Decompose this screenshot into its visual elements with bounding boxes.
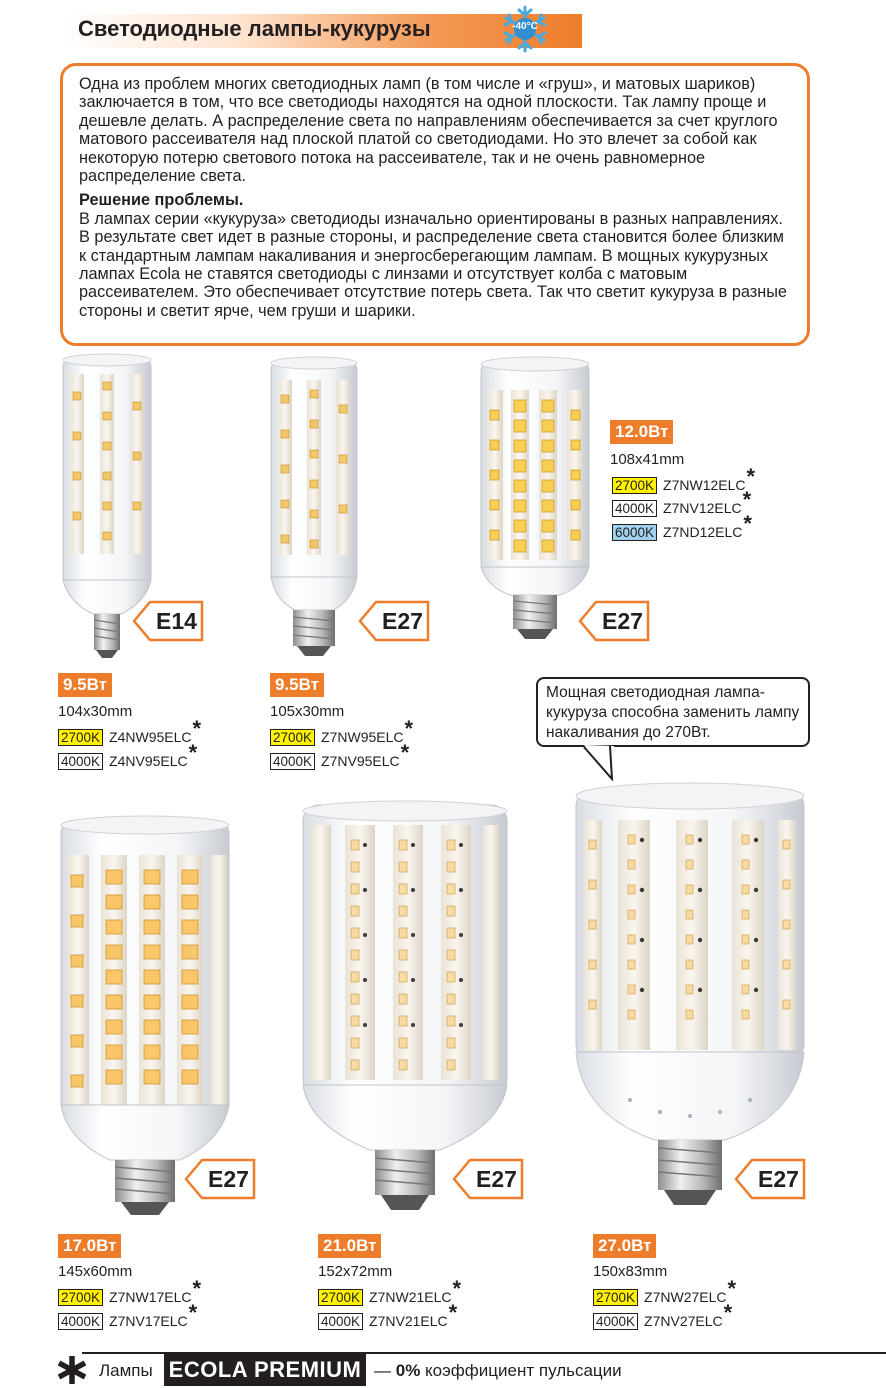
temp-tag: 4000K xyxy=(58,753,103,770)
premium-star: * xyxy=(746,464,756,489)
power-badge: 9.5Вт xyxy=(58,673,112,697)
model-code: Z7NV95ELC xyxy=(321,753,400,769)
model-row xyxy=(270,716,414,745)
model-row xyxy=(593,1300,733,1329)
temperature-badge: -40°C xyxy=(512,21,538,32)
power-badge: 27.0Вт xyxy=(593,1234,656,1258)
footer-percent: 0% xyxy=(395,1361,421,1380)
temp-tag: 4000K xyxy=(270,753,315,770)
dimensions: 108x41mm xyxy=(610,451,685,468)
socket-label: E27 xyxy=(208,1166,249,1192)
dimensions: 152x72mm xyxy=(318,1263,393,1280)
model-row xyxy=(612,487,752,516)
premium-star: * xyxy=(188,1300,198,1325)
intro-paragraph-2: В лампах серии «кукуруза» светодиоды изначально ориентированы в разных направлениях. В результате свет идет в разные стороны, и распределение света становится более близким к стандартным лампам накаливания и энергосберегающим лампам. В мощных кукурузных лампах Ecola не ставятся светодиоды с линзами и отсутствует колба с матовым рассеивателем. Это обеспечивает отсутствие потерь света. Так что светит кукуруза в разные стороны и светит ярче, чем груши и шарики. xyxy=(79,209,787,320)
dimensions: 104x30mm xyxy=(58,703,133,720)
premium-star: * xyxy=(743,511,752,536)
power-badge: 12.0Вт xyxy=(610,420,673,444)
model-row xyxy=(612,511,752,540)
callout-text: Мощная светодиодная лампа-кукуруза способна заменить лампу накаливания до 270Вт. xyxy=(546,684,800,741)
dimensions: 105x30mm xyxy=(270,703,345,720)
intro-box xyxy=(60,63,810,346)
model-code: Z4NW95ELC xyxy=(109,729,192,745)
temp-tag: 2700K xyxy=(612,477,657,494)
temp-tag: 2700K xyxy=(593,1289,638,1306)
model-code: Z7NV21ELC xyxy=(369,1313,448,1329)
model-row xyxy=(58,740,198,769)
socket-badge xyxy=(184,1158,256,1200)
temp-tag: 4000K xyxy=(593,1313,638,1330)
premium-star: * xyxy=(188,740,198,765)
power-badge: 9.5Вт xyxy=(270,673,324,697)
socket-label: E27 xyxy=(382,608,423,634)
premium-star: * xyxy=(727,1276,737,1301)
power-badge: 21.0Вт xyxy=(318,1234,381,1258)
lamp-image-27w xyxy=(570,780,810,1220)
model-code: Z7NV17ELC xyxy=(109,1313,188,1329)
footer-note xyxy=(374,1361,622,1381)
temp-tag: 4000K xyxy=(58,1313,103,1330)
model-row xyxy=(58,716,202,745)
temp-tag: 4000K xyxy=(612,500,657,517)
model-row xyxy=(270,740,410,769)
power-badge: 17.0Вт xyxy=(58,1234,121,1258)
temp-tag: 2700K xyxy=(58,1289,103,1306)
socket-badge xyxy=(132,600,204,642)
model-code: Z7NW12ELC xyxy=(663,477,746,493)
footer-prefix: Лампы xyxy=(99,1361,153,1380)
model-row xyxy=(318,1276,462,1305)
temp-tag: 6000K xyxy=(612,524,657,541)
socket-label: E27 xyxy=(602,608,643,634)
model-code: Z7NV27ELC xyxy=(644,1313,723,1329)
model-row xyxy=(612,464,756,493)
intro-paragraph: Одна из проблем многих светодиодных ламп (в том числе и «груш», и матовых шариков) заключается в том, что все светодиоды находятся на одной плоскости. Так лампу проще и дешевле делать. А распределение света по направлениям обеспечивается за счет круглого матового рассеивателя над плоской платой со светодиодами. Но это влечет за собой как некоторую потерю светового потока на рассеивателе, так и не очень равномерное распределение света. xyxy=(79,75,778,186)
premium-star: * xyxy=(452,1276,462,1301)
socket-label: E27 xyxy=(476,1166,517,1192)
lamp-image-e27-medium xyxy=(475,355,595,645)
page-title: Светодиодные лампы-кукурузы xyxy=(78,16,431,41)
premium-star: * xyxy=(742,487,752,512)
socket-badge xyxy=(734,1158,806,1200)
premium-star: * xyxy=(192,1276,202,1301)
dimensions: 145x60mm xyxy=(58,1263,133,1280)
model-code: Z7NW17ELC xyxy=(109,1289,192,1305)
temp-tag: 4000K xyxy=(318,1313,363,1330)
lamp-image-21w xyxy=(295,800,515,1220)
premium-star: * xyxy=(404,716,414,741)
callout-pointer xyxy=(580,745,620,781)
temp-tag: 2700K xyxy=(318,1289,363,1306)
premium-star: * xyxy=(192,716,202,741)
model-row xyxy=(58,1276,202,1305)
socket-label: E14 xyxy=(156,608,197,634)
model-row xyxy=(318,1300,458,1329)
model-row xyxy=(58,1300,198,1329)
brand-badge: ECOLA PREMIUM xyxy=(164,1354,366,1386)
model-code: Z7ND12ELC xyxy=(663,524,743,540)
footer-dash: — xyxy=(374,1361,391,1380)
model-code: Z4NV95ELC xyxy=(109,753,188,769)
model-code: Z7NV12ELC xyxy=(663,500,742,516)
dimensions: 150x83mm xyxy=(593,1263,668,1280)
model-code: Z7NW27ELC xyxy=(644,1289,727,1305)
model-code: Z7NW95ELC xyxy=(321,729,404,745)
model-code: Z7NW21ELC xyxy=(369,1289,452,1305)
premium-star: * xyxy=(448,1300,458,1325)
temp-tag: 2700K xyxy=(58,729,103,746)
socket-badge xyxy=(578,600,650,642)
socket-badge xyxy=(358,600,430,642)
footer-suffix: коэффициент пульсации xyxy=(425,1361,622,1380)
temp-tag: 2700K xyxy=(270,729,315,746)
socket-badge xyxy=(452,1158,524,1200)
intro-subheading: Решение проблемы. xyxy=(79,191,244,210)
lamp-image-e27-small xyxy=(265,355,365,660)
asterisk-icon xyxy=(55,1354,89,1386)
premium-star: * xyxy=(723,1300,733,1325)
socket-label: E27 xyxy=(758,1166,799,1192)
premium-star: * xyxy=(400,740,410,765)
callout-bubble xyxy=(536,677,810,747)
model-row xyxy=(593,1276,737,1305)
